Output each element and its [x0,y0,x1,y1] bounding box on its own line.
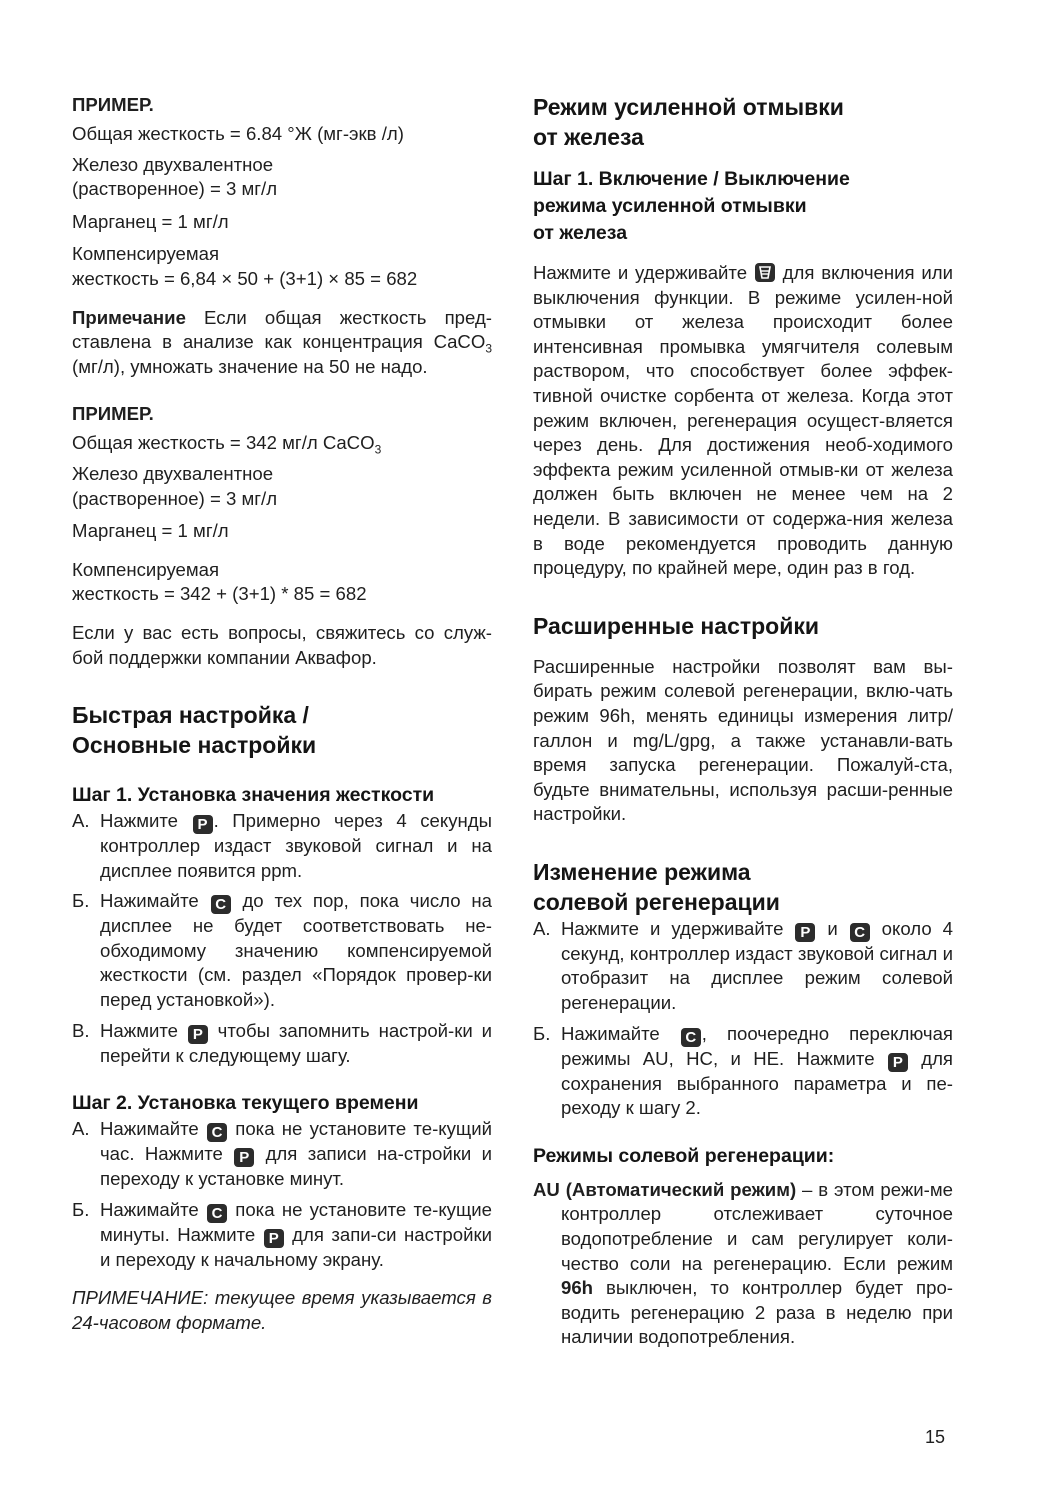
item-text: Нажимайте [561,1022,680,1044]
step1-title: Шаг 1. Установка значения жесткости [72,784,435,807]
item-text: Нажмите [100,1019,187,1041]
item-text: для сохранения выбранного параметра и пе-реходу к шагу 2. [561,1047,953,1119]
item-body [100,1198,492,1273]
compensated-line-2: жесткость = 342 + (3+1) * 85 = 682 [72,583,367,605]
note-bold: Примечание [72,306,186,328]
iron-wash-title-2: от железа [533,124,644,150]
item-text: , поочередно переключая режимы AU, HC, и HE. Нажмите [561,1022,953,1069]
item-marker: В. [72,1019,90,1041]
iron-wash-paragraph [533,261,953,581]
item-marker: Б. [533,1022,551,1044]
note-text: Если общая жесткость пред-ставлена в анализе как концентрация CaCO [72,306,492,353]
item-text: и [816,917,849,939]
note-paragraph [72,306,492,380]
compensated-line-1: Компенсируемая [72,243,220,265]
manganese: Марганец = 1 мг/л [72,210,229,232]
p-key-icon: P [795,923,815,942]
c-key-icon: C [207,1204,227,1223]
page-number: 15 [925,1427,946,1447]
item-text: около 4 секунд, контроллер издаст звуковой сигнал и отобразит на дисплее режим солевой регенерации. [561,917,953,1014]
example-1 [72,92,492,292]
iron-step-title-2: режима усиленной отмывки [533,195,807,217]
manganese: Марганец = 1 мг/л [72,520,229,542]
p-key-icon: P [234,1148,254,1167]
item-marker: А. [72,810,90,832]
iron-step-title-1: Шаг 1. Включение / Выключение [533,168,850,190]
item-text: Нажмите и удерживайте [561,917,795,939]
salt-modes-title: Режимы солевой регенерации: [533,1144,835,1167]
iron-line-2: (растворенное) = 3 мг/л [72,487,278,509]
step2-title: Шаг 2. Установка текущего времени [72,1092,419,1115]
time-format-note: ПРИМЕЧАНИЕ: текущее время указывается в 24-часовом формате. [72,1287,492,1334]
item-body [100,1019,492,1069]
advanced-settings-paragraph: Расширенные настройки позволят вам вы-бирать режим солевой регенерации, вклю-чать режим 96h, менять единицы измерения литр/галлон и mg/L/gpg, а также устанавли-вать время запуска регенерации. Пожалуй-ста, будьте внимательны, используя расши-ренные настройки. [533,655,953,825]
item-marker: А. [72,1118,90,1140]
step2-item-a [72,1117,492,1192]
iron-step-heading [533,166,953,247]
right-column [533,92,953,1350]
iron-line-1: Железо двухвалентное [72,153,274,175]
p-key-icon: P [888,1053,908,1072]
quick-setup-title-2: Основные настройки [72,732,317,759]
c-key-icon: C [850,923,870,942]
c-key-icon: C [681,1028,701,1047]
item-text: чтобы запомнить настрой-ки и перейти к следующему шагу. [100,1019,492,1066]
item-body [561,917,953,1016]
item-body [100,1117,492,1192]
contact-paragraph: Если у вас есть вопросы, свяжитесь со служ-бой поддержки компании Аквафор. [72,621,492,668]
salt-item-a [533,917,953,1016]
example-2 [72,401,492,607]
item-text: . Примерно через 4 секунды контроллер издаст звуковой сигнал и на дисплее появится ppm. [100,810,492,881]
iron-wash-icon [755,263,775,282]
total-hardness [72,431,492,456]
iron-text: для включения или выключения функции. В режиме усилен-ной отмывки от железа происходит более интенсивная промывка умягчителя солевым раствором, что способствует более эффек-тивной очистке сорбента от железа. Когда этот режим включен, регенерация осущест-вляется через день. Для достижения необ-ходимого эффекта режим усиленной отмыв-ки от железа должен быть включен не менее чем на 2 недели. В зависимости от содержа-ния железа в воде рекомендуется проводить данную процедуру, по крайней мере, один раз в год. [533,262,953,579]
item-text: Нажимайте [100,890,210,912]
item-text: до тех пор, пока число на дисплее не будет соответствовать не-обходимому значению компенсируемой жесткости (см. раздел «Порядок провер-ки перед установкой»). [100,890,493,1011]
example-label: ПРИМЕР. [72,403,154,425]
salt-item-b [533,1022,953,1121]
step1-item-b [72,889,492,1012]
compensated-line-1: Компенсируемая [72,558,220,580]
item-marker: Б. [72,1198,90,1220]
salt-mode-title-1: Изменение режима [533,858,751,885]
step1-item-a [72,809,492,883]
item-text: Нажимайте [100,1118,206,1140]
step1-item-c [72,1019,492,1069]
item-text: для записи на-стройки и переходу к установке минут. [100,1143,492,1190]
item-text: пока не установите те-кущий час. Нажмите [100,1118,492,1165]
au-mode-paragraph [533,1178,953,1350]
example-label: ПРИМЕР. [72,94,154,115]
au-text: выключен, то контроллер будет про-водить регенерацию 2 раза в неделю при наличии водопотребления. [561,1277,953,1348]
au-text: – в этом режи-ме контроллер отслеживает суточное водопотребление и сам регулирует коли-чество соли на регенерацию. Если режим [561,1178,953,1274]
p-key-icon: P [193,815,213,834]
iron-text: Нажмите и удерживайте [533,262,754,283]
compensated-line-2: жесткость = 6,84 × 50 + (3+1) × 85 = 682 [72,267,418,289]
salt-mode-title-2: солевой регенерации [533,888,780,915]
left-column [72,92,492,1336]
iron-wash-heading [533,92,953,152]
item-text: Нажмите [100,810,192,832]
item-marker: Б. [72,890,90,912]
total-hardness: Общая жесткость = 6.84 °Ж (мг-экв /л) [72,123,404,144]
quick-setup-title-1: Быстрая настройка / [72,702,309,729]
c-key-icon: C [211,895,231,914]
item-text: пока не установите те-кущие минуты. Нажмите [100,1198,492,1245]
au-96h: 96h [561,1277,594,1299]
item-text: Нажимайте [100,1198,207,1220]
item-body [100,809,492,883]
salt-mode-heading [533,857,953,917]
item-marker: А. [533,917,551,939]
iron-line-1: Железо двухвалентное [72,462,274,484]
iron-line-2: (растворенное) = 3 мг/л [72,178,278,200]
hardness-text: Общая жесткость = 342 мг/л CaCO [72,432,375,454]
advanced-settings-title: Расширенные настройки [533,612,820,639]
note-tail: (мг/л), умножать значение на 50 не надо. [72,355,428,377]
au-bold: AU (Автоматический режим) [533,1178,797,1200]
note-sub: 3 [485,341,492,356]
hardness-sub: 3 [374,443,382,458]
p-key-icon: P [264,1229,284,1248]
item-body [561,1022,953,1121]
item-text: для запи-си настройки и переходу к начальному экрану. [100,1223,493,1270]
quick-setup-heading [72,700,492,760]
p-key-icon: P [188,1025,208,1044]
iron-wash-title-1: Режим усиленной отмывки [533,94,844,120]
step2-item-b [72,1198,492,1273]
iron-step-title-3: от железа [533,222,628,244]
c-key-icon: C [207,1123,227,1142]
item-body [100,889,492,1012]
